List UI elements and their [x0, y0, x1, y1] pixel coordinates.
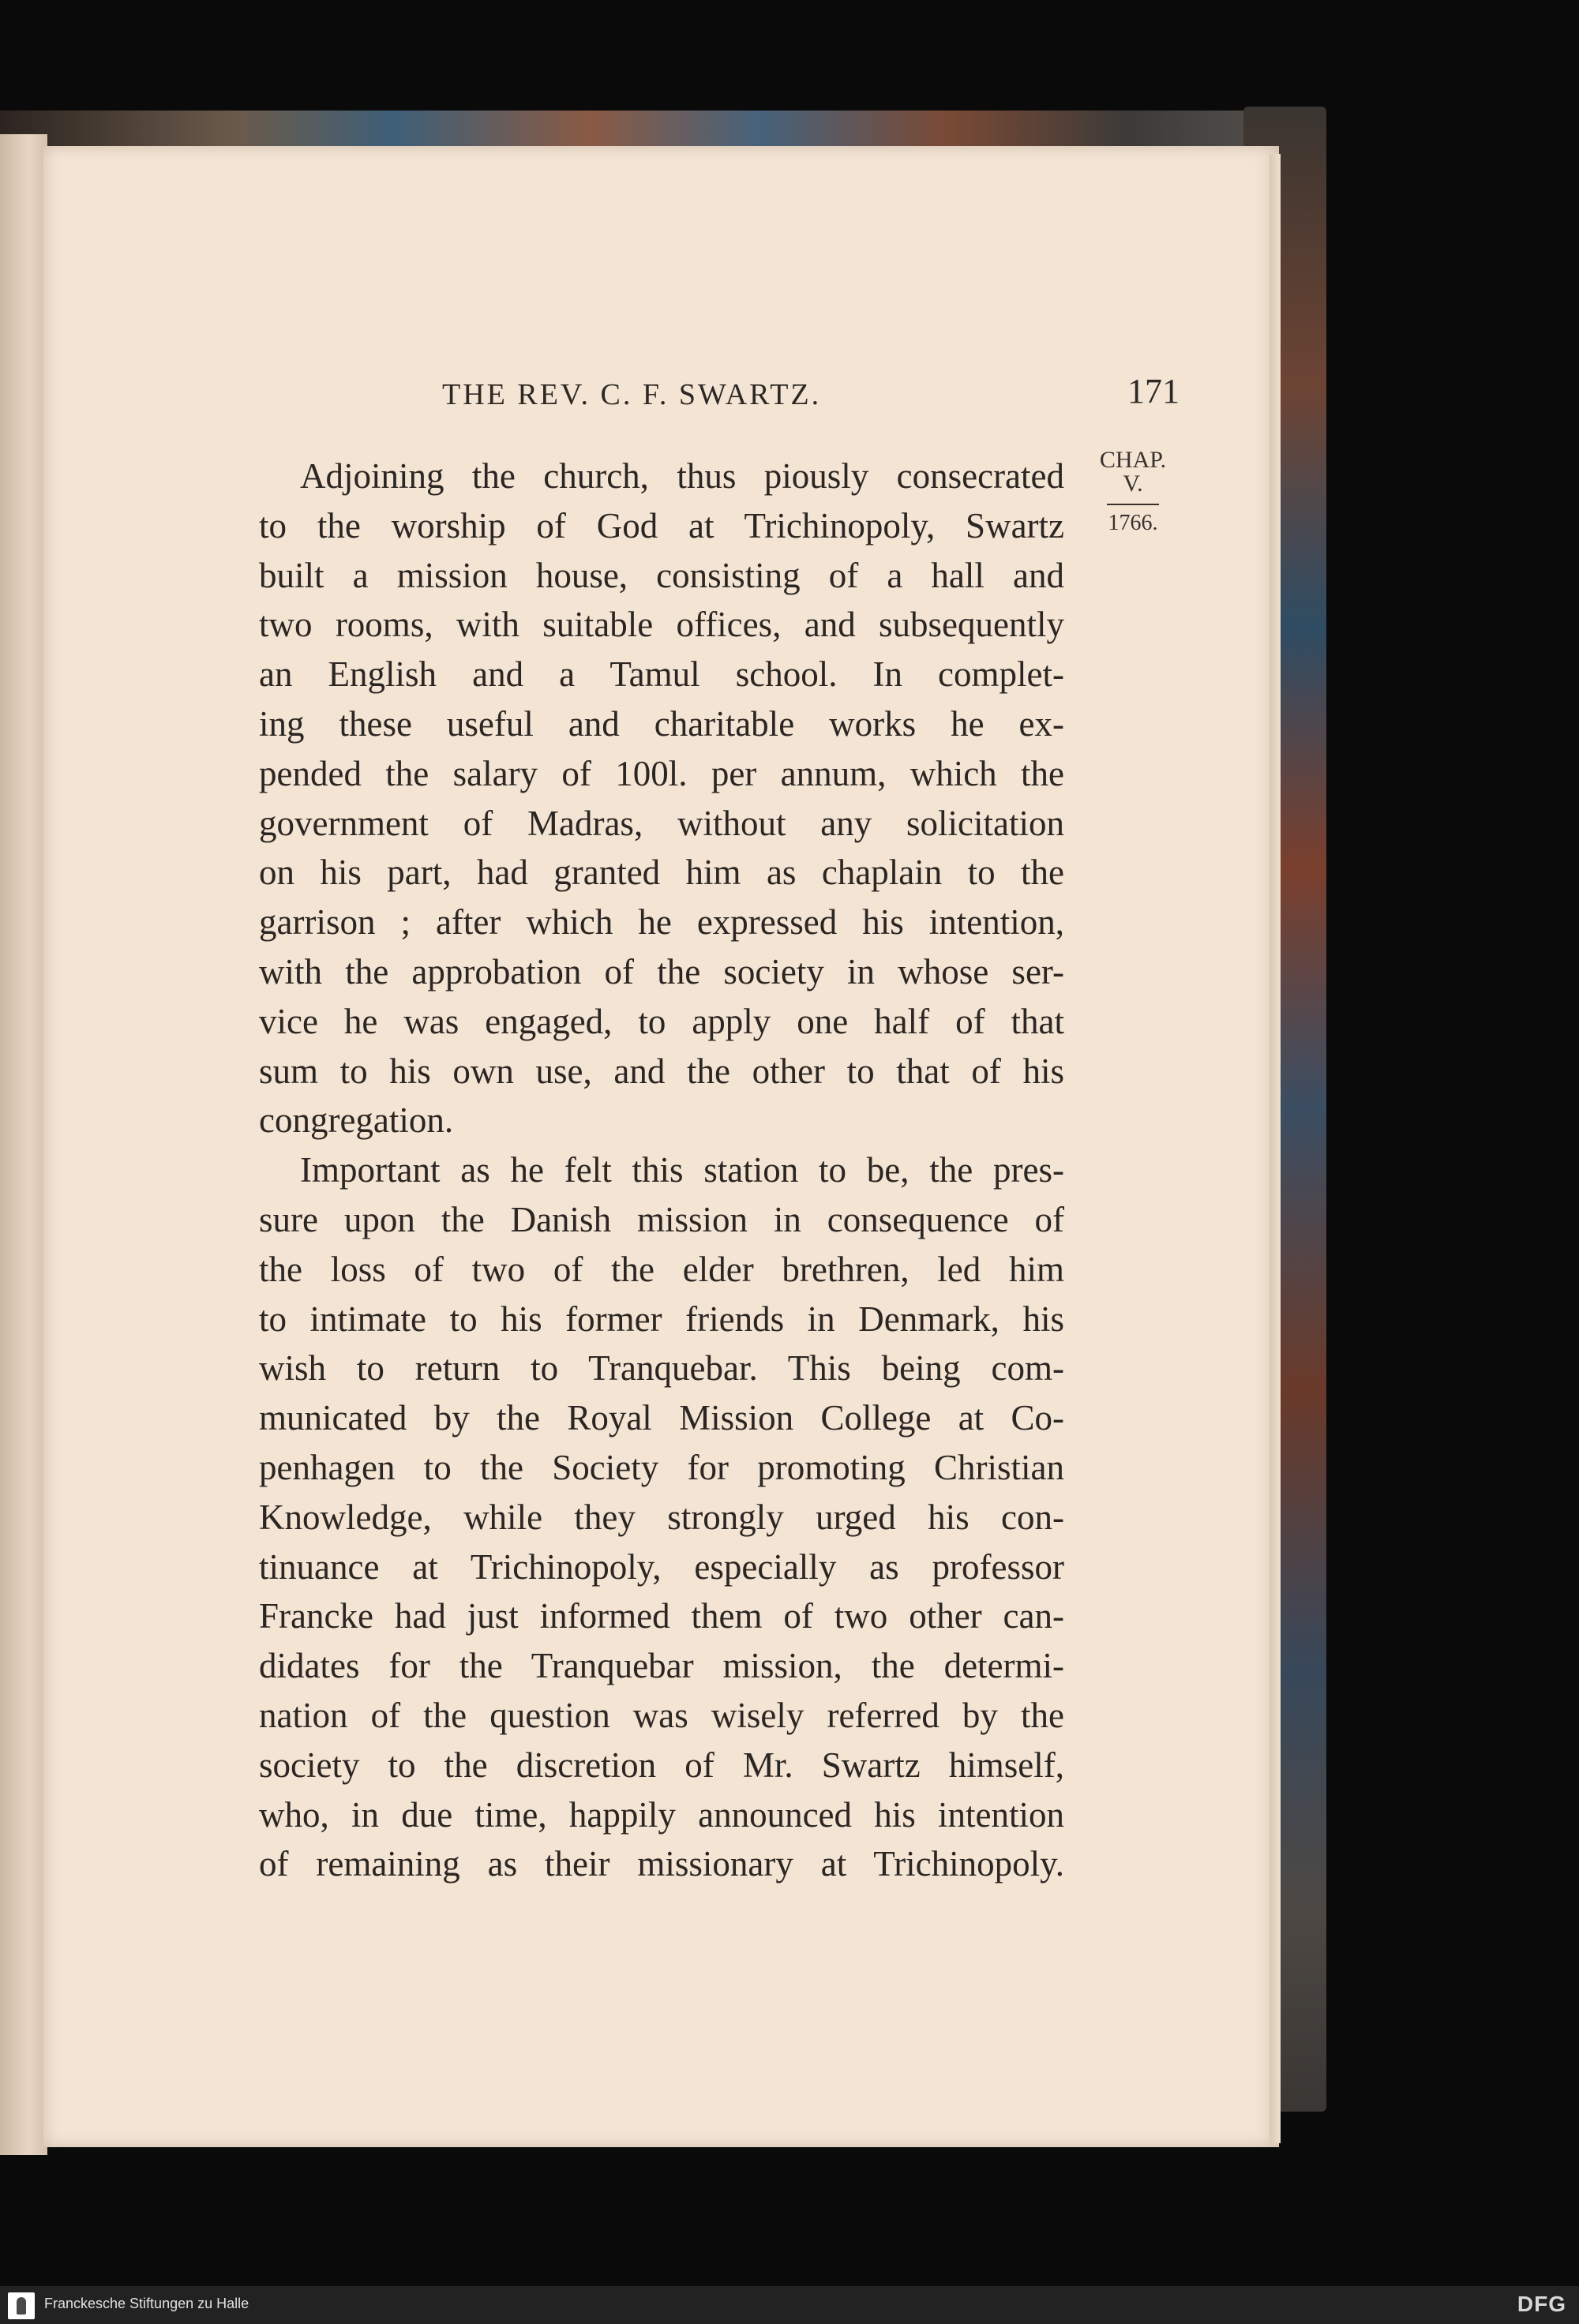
text-line: two rooms, with suitable offices, and subsequently	[259, 605, 1064, 645]
facing-page-edge	[0, 134, 47, 2155]
text-line: Important as he felt this station to be, the pres-	[300, 1150, 1064, 1190]
institution-logo-icon	[8, 2292, 35, 2319]
text-line: who, in due time, happily announced his intention	[259, 1794, 1064, 1835]
text-line: tinuance at Trichinopoly, especially as professor	[259, 1546, 1064, 1587]
text-line: Francke had just informed them of two other can-	[259, 1596, 1064, 1636]
text-line: society to the discretion of Mr. Swartz himself,	[259, 1745, 1064, 1785]
margin-note	[1086, 448, 1180, 535]
running-head: THE REV. C. F. SWARTZ.	[442, 378, 822, 411]
text-line: vice he was engaged, to apply one half of that	[259, 1001, 1064, 1041]
margin-note-year: 1766.	[1108, 511, 1158, 535]
text-line: pended the salary of 100l. per annum, which the	[259, 753, 1064, 793]
text-line: built a mission house, consisting of a hall and	[259, 555, 1064, 595]
text-line: garrison ; after which he expressed his intention,	[259, 902, 1064, 943]
text-line: to the worship of God at Trichinopoly, Swartz	[259, 505, 1064, 545]
text-line: penhagen to the Society for promoting Christian	[259, 1447, 1064, 1487]
text-line: on his part, had granted him as chaplain to the	[259, 853, 1064, 893]
text-line: an English and a Tamul school. In complet-	[259, 654, 1064, 695]
page-number: 171	[1127, 372, 1180, 410]
text-line: municated by the Royal Mission College at Co-	[259, 1398, 1064, 1438]
institution-name: Franckesche Stiftungen zu Halle	[44, 2296, 249, 2311]
dfg-logo: DFG	[1517, 2292, 1566, 2316]
text-line: government of Madras, without any solicitation	[259, 803, 1064, 843]
text-line: the loss of two of the elder brethren, led him	[259, 1249, 1064, 1289]
page-edge-shadow	[1270, 154, 1281, 2143]
text-line: didates for the Tranquebar mission, the determi-	[259, 1646, 1064, 1686]
text-line: congregation.	[259, 1100, 454, 1141]
text-line: sum to his own use, and the other to that of his	[259, 1051, 1064, 1091]
text-line: wish to return to Tranquebar. This being com-	[259, 1348, 1064, 1389]
text-line: to intimate to his former friends in Denmark, his	[259, 1299, 1064, 1339]
viewer-footer	[0, 2286, 1579, 2324]
text-line: Knowledge, while they strongly urged his con-	[259, 1497, 1064, 1537]
text-line: ing these useful and charitable works he ex-	[259, 703, 1064, 744]
margin-note-rule	[1107, 504, 1159, 505]
text-line: sure upon the Danish mission in consequence of	[259, 1199, 1064, 1239]
text-line: with the approbation of the society in whose ser-	[259, 951, 1064, 991]
margin-note-chapter-number: V.	[1123, 470, 1143, 497]
body-text	[259, 452, 1064, 1889]
margin-note-chapter: CHAP.	[1099, 447, 1167, 473]
text-line: nation of the question was wisely referred by the	[259, 1695, 1064, 1735]
text-line: Adjoining the church, thus piously consecrated	[300, 456, 1064, 496]
text-line: of remaining as their missionary at Trichinopoly.	[259, 1844, 1064, 1884]
